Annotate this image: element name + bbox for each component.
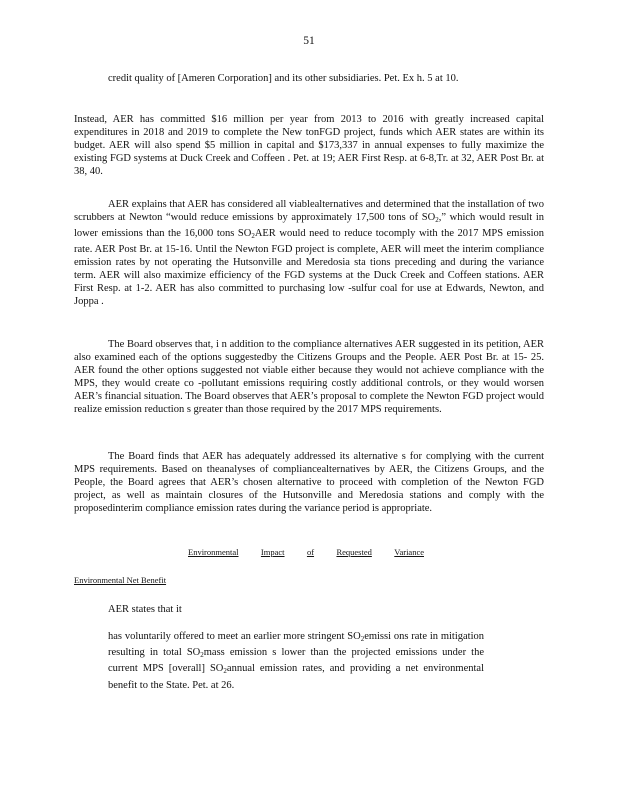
- page-number: 51: [303, 35, 315, 47]
- paragraph-commitment-text: Instead, AER has committed $16 million per year from 2013 to 2016 with greatly increased capital expenditures in 2018 and 2019 to complete the New tonFGD project, funds which AER states are within its budget. AER will also spend $5 million in capital and $173,337 in annual expenses to fully maximize the existing FGD systems at Duck Creek and Coffeen . Pet. at 19; AER First Resp. at 6-8,Tr. at 32, AER Post Br. at 38, 40.: [74, 114, 544, 177]
- continued-quote: [108, 72, 484, 85]
- paragraph-board-finds-text: The Board finds that AER has adequately addressed its alternative s for complying with the current MPS requirements. Based on theanalyses of compliancealternatives by AER, the Citizens Groups, and the People, the Board agrees that AER’s chosen alternative to proceed with completion of the Newton FGD project, as well as maintain closures of the Hutsonville and Meredosia stations and comply with the proposedinterim compliance emission rates during the variance period is appropriate.: [74, 451, 544, 514]
- states-line: AER states that it: [108, 604, 182, 615]
- continued-quote-text: credit quality of [Ameren Corporation] and its other subsidiaries. Pet. Ex h. 5 at 10.: [108, 73, 459, 84]
- paragraph-board-observes-text: The Board observes that, i n addition to the compliance alternatives AER suggested in its petition, AER also examined each of the options suggestedby the Citizens Groups and the People. AER Post Br. at 15- 25. AER found the other options suggested not viable either because they would not achieve compliance with the MPS, they would create co -pollutant emissions requiring costly additional controls, or they would worsen AER’s financial situation. The Board observes that AER’s proposal to complete the Newton FGD project would realize emission reduction s greater than those required by the 2017 MPS requirements.: [74, 339, 544, 415]
- paragraph-board-observes: [74, 338, 544, 416]
- subheading-net-benefit: Environmental Net Benefit: [74, 575, 167, 585]
- paragraph-commitment: [74, 113, 544, 178]
- section-heading-environmental-impact: Environmental Impact of Requested Variance: [188, 547, 424, 557]
- paragraph-board-finds: [74, 450, 544, 515]
- block-quote: has voluntarily offered to meet an earlier more stringent $SO_2emissi$ ons rate in mitigation resulting in total $SO_2mass$ emission s lower than the projected emissions under the current MPS [overall] $SO_2annual$ emission rates, and providing a net environmental benefit to the State. Pet. at 26.: [108, 631, 485, 691]
- paragraph-alternatives-text: AER explains that AER has considered all viablealternatives and determined that the installation of two scrubbers at Newton “would reduce emissions by approximately 17,500 tons of $SO_2$,” which would result in lower emissions than the 16,000 tons $SO_2AER$ would need to reduce tocomply with the 2017 MPS emission rate. AER Post Br. at 15-16. Until the Newton FGD project is complete, AER will meet the interim compliance emission rates by not operating the Hutsonville and Meredosia sta tions preceding and during the variance term. AER will also maximize efficiency of the FGD systems at the Duck Creek and Coffeen stations. AER First Resp. at 1-2. AER has also committed to purchasing low -sulfur coal for use at Edwards, Newton, and Joppa .: [74, 199, 544, 307]
- paragraph-alternatives: [74, 198, 544, 308]
